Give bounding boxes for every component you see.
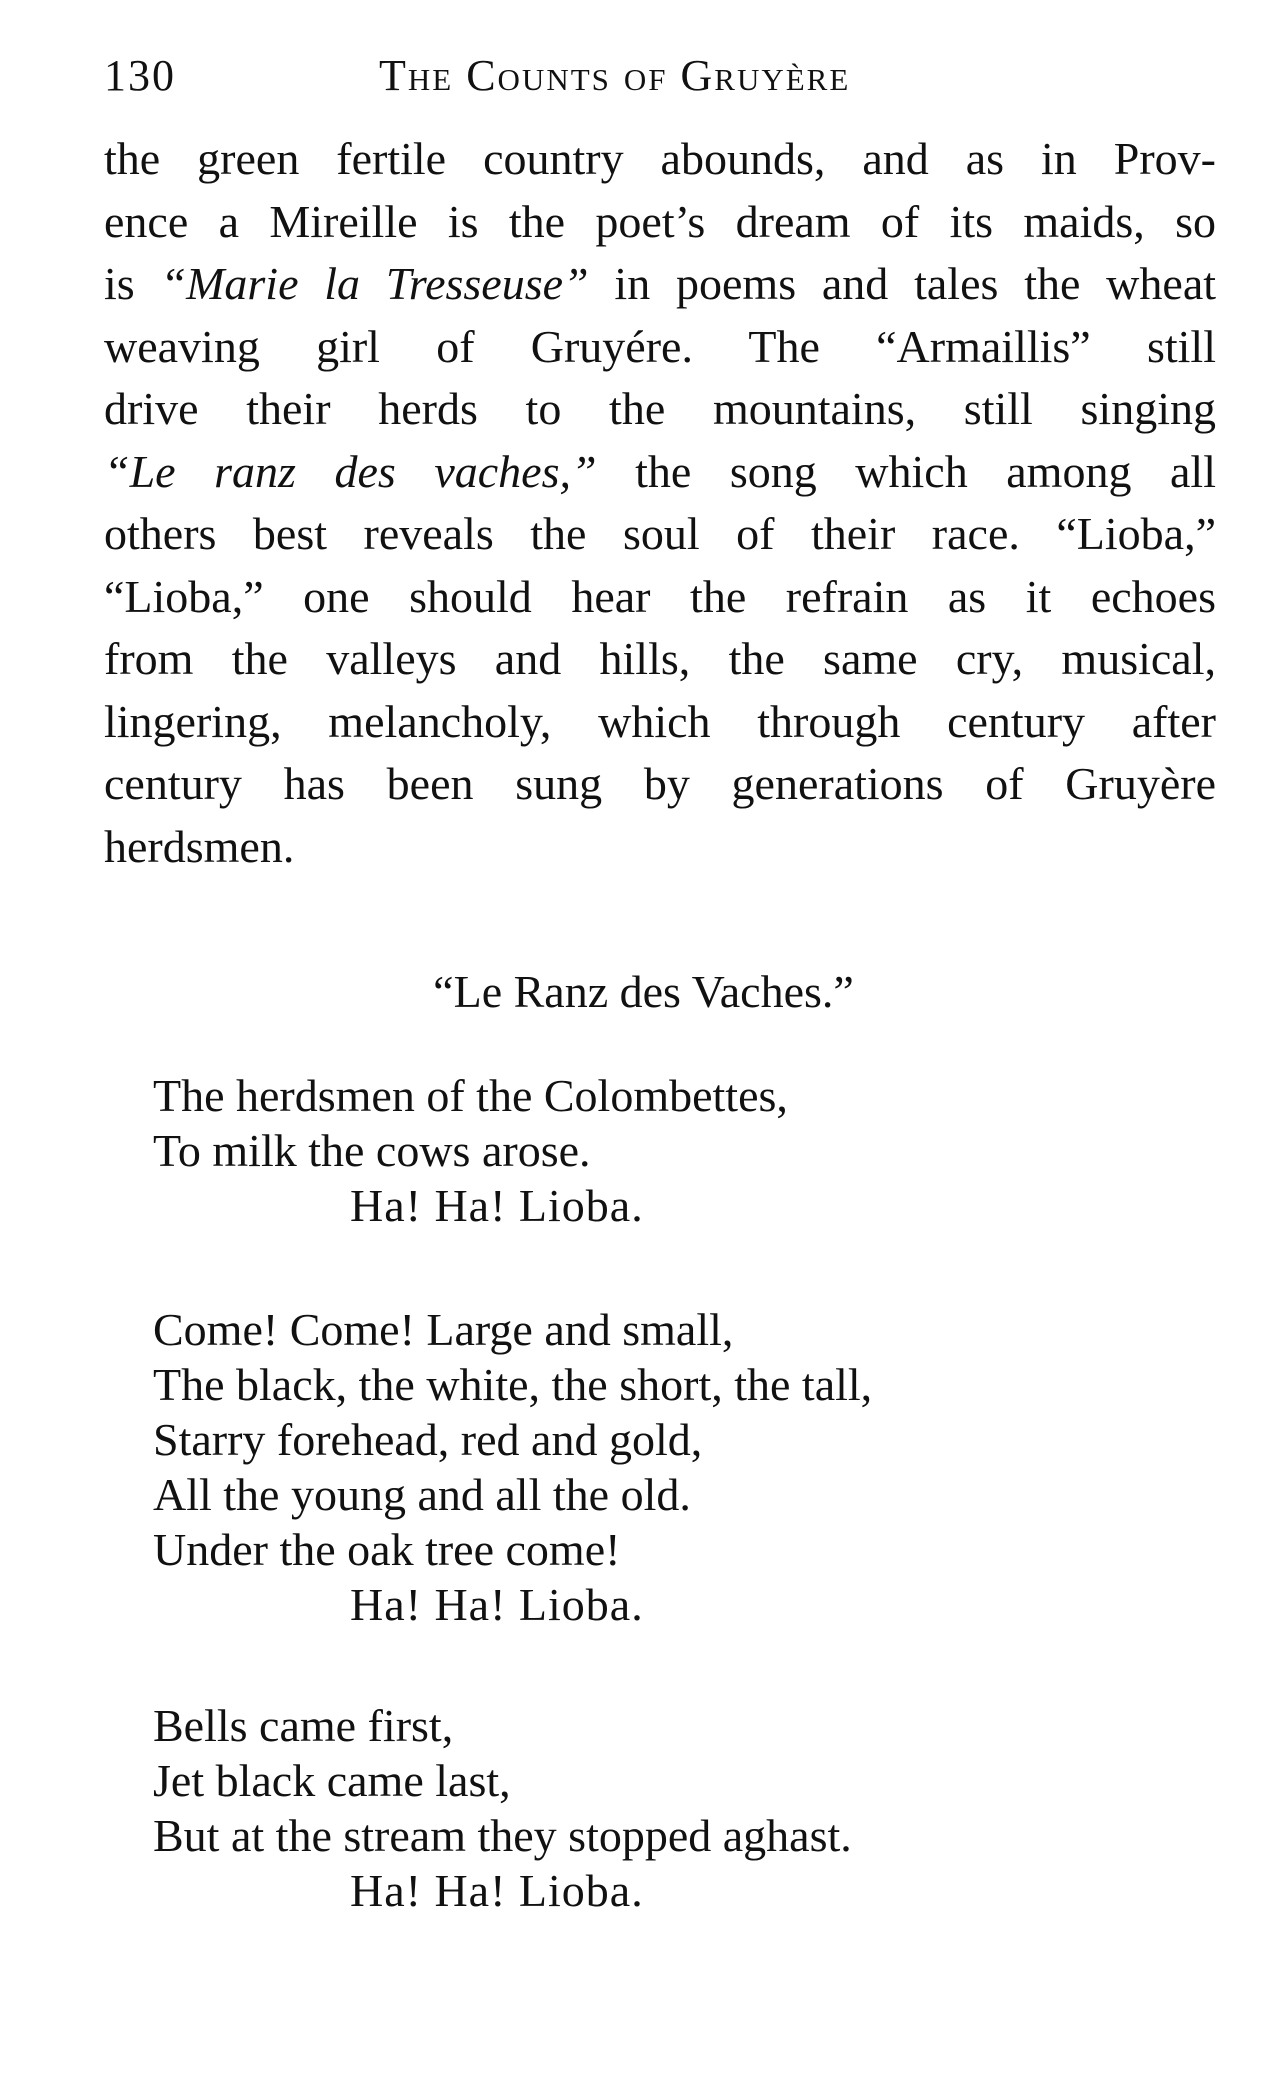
refrain-line: Ha! Ha! Lioba. [350, 1865, 644, 1916]
verse-line: Bells came first, [153, 1700, 454, 1751]
verse-line: The black, the white, the short, the tall, [153, 1359, 873, 1410]
body-line: century has been sung by generations of Gruyère [104, 758, 1216, 809]
verse-line: Jet black came last, [153, 1755, 511, 1806]
verse-line: Starry forehead, red and gold, [153, 1414, 703, 1465]
verse-line: The herdsmen of the Colombettes, [153, 1070, 788, 1121]
verse-line: To milk the cows arose. [153, 1125, 591, 1176]
poem-title: “Le Ranz des Vaches.” [433, 966, 854, 1017]
body-paragraph [104, 128, 1216, 878]
verse-line: But at the stream they stopped aghast. [153, 1810, 852, 1861]
body-line-post: the song which among all [596, 445, 1216, 497]
body-line: from the valleys and hills, the same cry, musical, [104, 633, 1216, 684]
body-line [104, 441, 1216, 504]
body-line: “Lioba,” one should hear the refrain as it echoes [104, 570, 1216, 622]
body-line-post: in poems and tales the wheat [588, 258, 1217, 309]
verse-line: Come! Come! Large and small, [153, 1304, 734, 1355]
body-line: the green fertile country abounds, and as in Prov- [104, 133, 1216, 184]
body-line: drive their herds to the mountains, still singing [104, 383, 1216, 434]
body-line: others best reveals the soul of their race. “Lioba,” [104, 508, 1216, 559]
body-line-pre: is [104, 258, 161, 309]
refrain-line: Ha! Ha! Lioba. [350, 1180, 644, 1231]
body-line [104, 253, 1216, 316]
body-line: lingering, melancholy, which through century after [104, 695, 1216, 747]
body-line: ence a Mireille is the poet’s dream of its maids, so [104, 195, 1216, 247]
page-number: 130 [104, 51, 176, 100]
verse-line: Under the oak tree come! [153, 1524, 621, 1575]
verse-line: All the young and all the old. [153, 1469, 691, 1520]
refrain-line: Ha! Ha! Lioba. [350, 1579, 644, 1630]
body-line: weaving girl of Gruyére. The “Armaillis” still [104, 320, 1216, 372]
italic-title: “Marie la Tresseuse” [160, 258, 589, 309]
body-line: herdsmen. [104, 820, 295, 872]
italic-title: “Le ranz des vaches,” [104, 445, 597, 497]
running-title: The Counts of Gruyère [379, 51, 851, 100]
poem-stanza [153, 1302, 1153, 1632]
poem-stanza [153, 1068, 1153, 1233]
poem-stanza [153, 1698, 1153, 1918]
running-head [104, 50, 1224, 110]
